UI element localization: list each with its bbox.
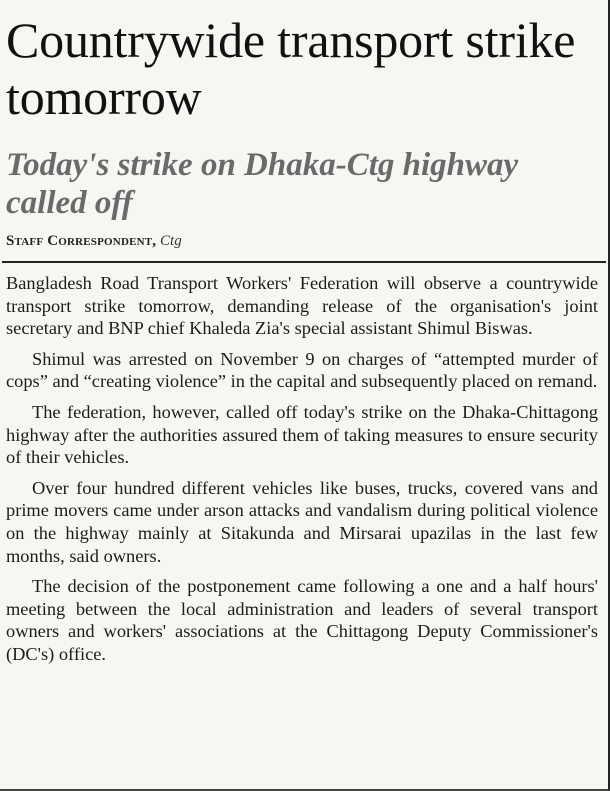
byline <box>6 231 604 251</box>
byline-name: Staff Correspondent, <box>6 233 157 249</box>
divider <box>2 261 606 263</box>
subheadline: Today's strike on Dhaka-Ctg highway called off <box>6 147 519 221</box>
headline: Countrywide transport strike tomorrow <box>6 12 576 125</box>
paragraph-4: Over four hundred different vehicles like buses, trucks, covered vans and prime movers came under arson attacks and vandalism during political violence on the highway mainly at Sitakunda and Mirsarai upazilas in the last few months, said owners. <box>6 477 598 566</box>
paragraph-5: The decision of the postponement came following a one and a half hours' meeting between the local administration and leaders of several transport owners and workers' associations at the Chittagong Deputy Commissioner's (DC's) office. <box>6 576 598 664</box>
paragraph-3: The federation, however, called off today's strike on the Dhaka-Chittagong highway after the authorities assured them of taking measures to ensure security of their vehicles. <box>6 401 598 468</box>
paragraph-1: Bangladesh Road Transport Workers' Federation will observe a countrywide transport strike tomorrow, demanding release of the organisation's joint secretary and BNP chief Khaleda Zia's special assistant Shimul Biswas. <box>6 273 598 339</box>
byline-location: Ctg <box>160 233 182 249</box>
article-body <box>6 272 598 674</box>
paragraph-2: Shimul was arrested on November 9 on charges of “attempted murder of cops” and “creating violence” in the capital and subsequently placed on remand. <box>6 348 598 392</box>
